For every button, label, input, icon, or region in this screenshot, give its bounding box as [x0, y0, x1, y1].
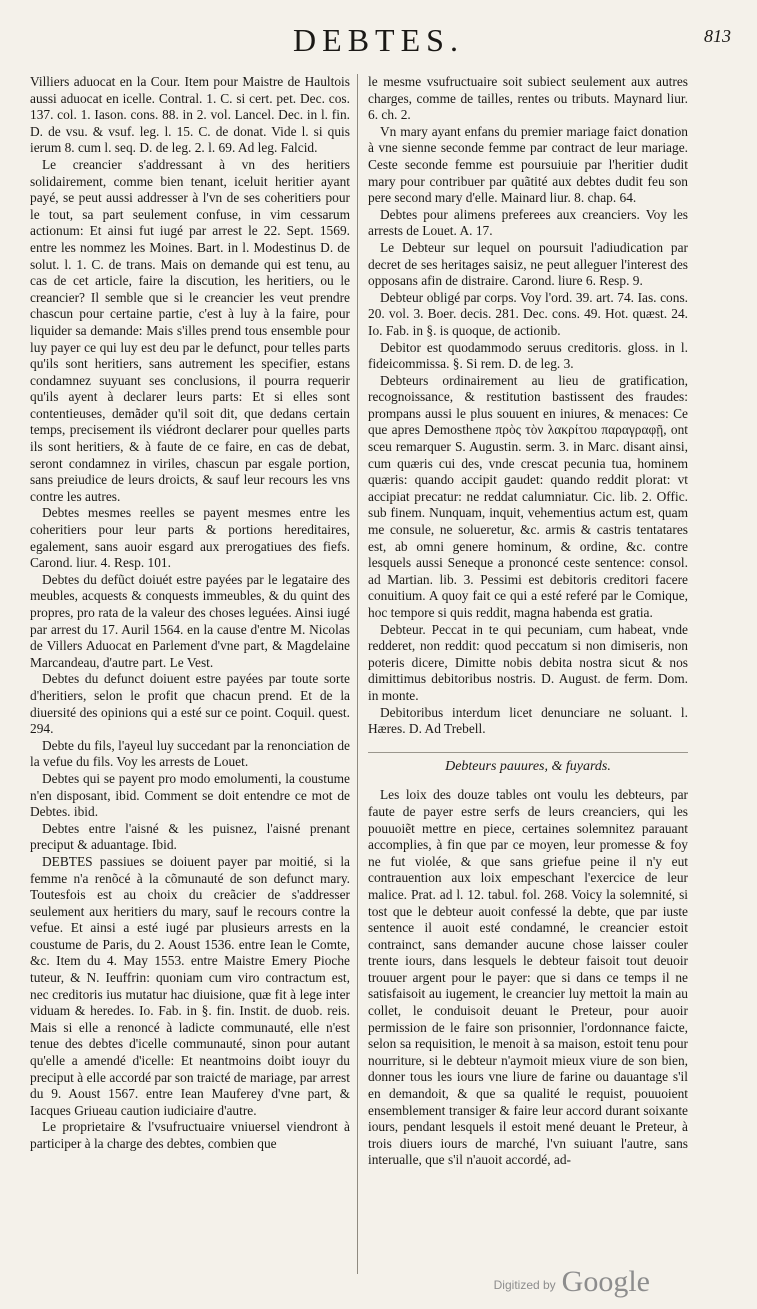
paragraph: Les loix des douze tables ont voulu les debteurs, par faute de payer estre serfs de leurs creanciers, qui les pouuoiẽt mettre en piece, certaines solemnitez parauant accomplies, à fin que par ce moyen, leur promesse & foy ne fut violée, & que sans griefue peine il n'y eut contrauention aux loix empeschant l'exercice de leur malice. Prat. ad l. 12. tabul. fol. 268. Voicy la solemnité, si tost que le debteur auoit confessé la debte, que par iuste sentence il auoit esté condamné, le creancier estoit contrainct, sans demander aucune chose laisser couler trente iours, dans lesquels le debteur faisoit tout deuoir trouuer argent pour le payer: que si dans ce temps il ne satisfaisoit au iugement, le creancier luy mettoit la main au collet, le conduisoit deuant le Preteur, pour auoir permission de le faire son prisonnier, l'ordonnance faicte, selon sa requisition, le menoit à sa maison, estoit tenu pour nourriture, si le debteur n'aymoit mieux viure de son bien, donner tous les iours vne liure de farine ou dauantage s'il en demandoit, & que sa qualité le requist, pouuoient ensemblement transiger & faire leur accord durant soixante iours, pendant lesquels il estoit mené deuant le Preteur, à trois diuers iours de marché, l'vn suiuant l'autre, sans interualle, que s'il n'auoit accordé, ad- — [368, 787, 688, 1168]
paragraph: Villiers aduocat en la Cour. Item pour Maistre de Haultois aussi aduocat en icelle. Contral. 1. C. si cert. pet. Dec. cos. 137. col. 1. Iason. cons. 88. in 2. vol. Lancel. Dec. in l. fin. D. de vsu. & vsuf. leg. l. 15. C. de donat. Vide l. si quis ierum 8. cum l. seq. D. de leg. 2. l. 69. Ad leg. Falcid. — [30, 74, 350, 156]
paragraph: DEBTES passiues se doiuent payer par moitié, si la femme n'a renõcé à la cõmunauté de son defunct mary. Toutesfois est au choix du creãcier de s'addresser seulement aux heritiers du mary, sauf le recours contre la vefue. Et ainsi a esté iugé par plusieurs arrests en la coustume de Paris, du 2. Aoust 1536. entre Iean le Comte, &c. Item du 4. May 1553. entre Maistre Emery Pioche tuteur, & N. Ieuffrin: quoniam cum viro contractum est, nec creditoris ius mutatur hac diuisione, quæ fit à lege inter viduam & heredes. Io. Fab. in §. fin. Instit. de duob. reis. Mais si elle a renoncé à ladicte communauté, elle n'est tenue des debtes d'icelle communauté, sinon pour autant qu'elle a amendé d'icelle: Et neantmoins doibt iouyr du preciput à elle accordé par son traicté de mariage, par arrest du 9. Aoust 1567. entre Iean Mauferey d'vne part, & Iacques Griueau caution iudiciaire d'autre. — [30, 853, 350, 1118]
right-column — [368, 74, 688, 1274]
paragraph: Debte du fils, l'ayeul luy succedant par la renonciation de la vefue du fils. Voy les arrests de Louet. — [30, 737, 350, 770]
paragraph: Debtes entre l'aisné & les puisnez, l'aisné prenant preciput & aduantage. Ibid. — [30, 820, 350, 853]
page-header — [0, 0, 757, 68]
paragraph: Le proprietaire & l'vsufructuaire vniuersel viendront à participer à la charge des debtes, combien que — [30, 1119, 350, 1151]
paragraph: Debtes mesmes reelles se payent mesmes entre les coheritiers pour leur parts & portions hereditaires, egalement, sans auoir esgard aux prerogatiues des fiefs. Carond. liur. 4. Resp. 101. — [30, 505, 350, 571]
paragraph: Debteur obligé par corps. Voy l'ord. 39. art. 74. Ias. cons. 20. vol. 3. Boer. decis. 281. Dec. cons. 49. Hot. quæst. 24. Io. Fab. in §. is quoque, de actionib. — [368, 289, 688, 338]
google-logo: Google — [561, 1265, 650, 1298]
paragraph: Debtes qui se payent pro modo emolumenti, la coustume n'en disposant, ibid. Comment se doit entendre ce mot de Debtes. ibid. — [30, 770, 350, 820]
left-column — [30, 74, 350, 1274]
paragraph: Debteur. Peccat in te qui pecuniam, cum habeat, vnde redderet, non reddit: quod peccatum si non dimiseris, non poteris dicere, Dimitte nobis debita nostra sicut & nos dimittimus debitoribus nostris. D. August. de ferm. Dom. in monte. — [368, 621, 688, 703]
paragraph: Debtes du defũct doiuét estre payées par le legataire des meubles, acquests & conquests immeubles, & du quint des propres, pro rata de la valeur des choses leguées. Ainsi iugé par arrest du 17. Auril 1564. en la cause d'entre M. Nicolas de Villers Aduocat en Parlement d'vne part, & Magdelaine Marcandeau, d'autre part. Le Vest. — [30, 571, 350, 670]
watermark-label: Digitized by — [493, 1278, 556, 1292]
column-divider — [357, 74, 358, 1274]
paragraph: Debitor est quodammodo seruus creditoris. gloss. in l. fideicommissa. §. Si rem. D. de leg. 3. — [368, 339, 688, 372]
paragraph: Debtes du defunct doiuent estre payées par toute sorte d'heritiers, selon le profit que chacun prend. Et de la diuersité des opinions qui a esté sur ce point. Coquil. quest. 294. — [30, 671, 350, 737]
paragraph: Debteurs ordinairement au lieu de gratification, recognoissance, & restitution bastissent des fraudes: prompans aussi le plus souuent en iniures, & menaces: Ce que apres Demosthene πρὸς τὸν λακρίτου παραγραφῇ, ont sceu remarquer S. Augustin. serm. 3. in Marc. disant ainsi, cum quæris cui des, vnde crescat pecunia tua, hominem quæris: quando accipit gaudet: quando reddit plorat: vt accipiat precatur: ne reddat calumniatur. Cic. lib. 2. Offic. sub finem. Nunquam, inquit, vehementius actum est, quam me consule, ne solueretur, &c. armis & castris tentatares est, ab omni genere hominum, & ordine, &c. contre lesquels aussi Seneque a prononcé ceste sentence: consol. ad Martian. lib. 3. Pessimi est debitoris creditori facere conuitium. A quoy fait ce qui a esté referé par le Comique, hoc tempore si quis reddit, magna habenda est gratia. — [368, 372, 688, 620]
paragraph: Le creancier s'addressant à vn des heritiers solidairement, comme bien tenant, iceluit heritier ayant payé, se peut aussi addresser à l'vn de ses coheritiers pour le tout, sa part seulement confuse, in vim cessarum actionum: Et ainsi fut iugé par arrest le 22. Sept. 1569. entre les nommez les Moines. Bart. in l. Modestinus D. de solut. l. 1. C. de trans. Mais on demande qui est tenu, au cas de cet article, faire la discution, les heritiers, ou le creancier? Il semble que si le creancier les veut prendre chascun pour certaine partie, c'est à luy à la faire, pour liquider sa demande: Mais s'illes prend tous ensemble pour luy payer ce qui luy est deu par le defunct, pour telles parts qu'ils sont heritiers, sans autrement les specifier, estans condamnez suyuant ses conclusions, il pourra requerir qu'ils ayent à declarer leurs parts: Et si elles sont contentieuses, demãder qu'il soit dit, que dedans certain temps, precisement ils viédront declarer pour quelles parts ils sont heritiers, & à faute de ce faire, en cas de debat, seront condamnez in viriles, chascun par esgale portion, sans preiudice de leurs droicts, & sauf leur recours les vns contre les autres. — [30, 156, 350, 504]
paragraph: le mesme vsufructuaire soit subiect seulement aux autres charges, comme de tailles, rentes ou tributs. Maynard liur. 6. ch. 2. — [368, 74, 688, 123]
running-head: DEBTES. — [293, 22, 464, 58]
digitized-watermark — [440, 1262, 650, 1298]
paragraph: Le Debteur sur lequel on poursuit l'adiudication par decret de ses heritages saisiz, ne peut alleguer l'interest des opposans afin de distraire. Carond. liure 6. Resp. 9. — [368, 239, 688, 289]
paragraph: Debitoribus interdum licet denunciare ne soluant. l. Hæres. D. Ad Trebell. — [368, 704, 688, 737]
paragraph: Vn mary ayant enfans du premier mariage faict donation à vne sienne seconde femme par contract de leur mariage. Ceste seconde femme est poursuiuie par l'heritier dudit mary pour contribuer par quãtité aux debtes dudit feu son pere second mary d'elle. Mainard liur. 8. chap. 64. — [368, 123, 688, 206]
page-number: 813 — [704, 26, 731, 46]
section-subheading: Debteurs pauures, & fuyards. — [368, 752, 688, 776]
paragraph: Debtes pour alimens preferees aux creanciers. Voy les arrests de Louet. A. 17. — [368, 206, 688, 239]
